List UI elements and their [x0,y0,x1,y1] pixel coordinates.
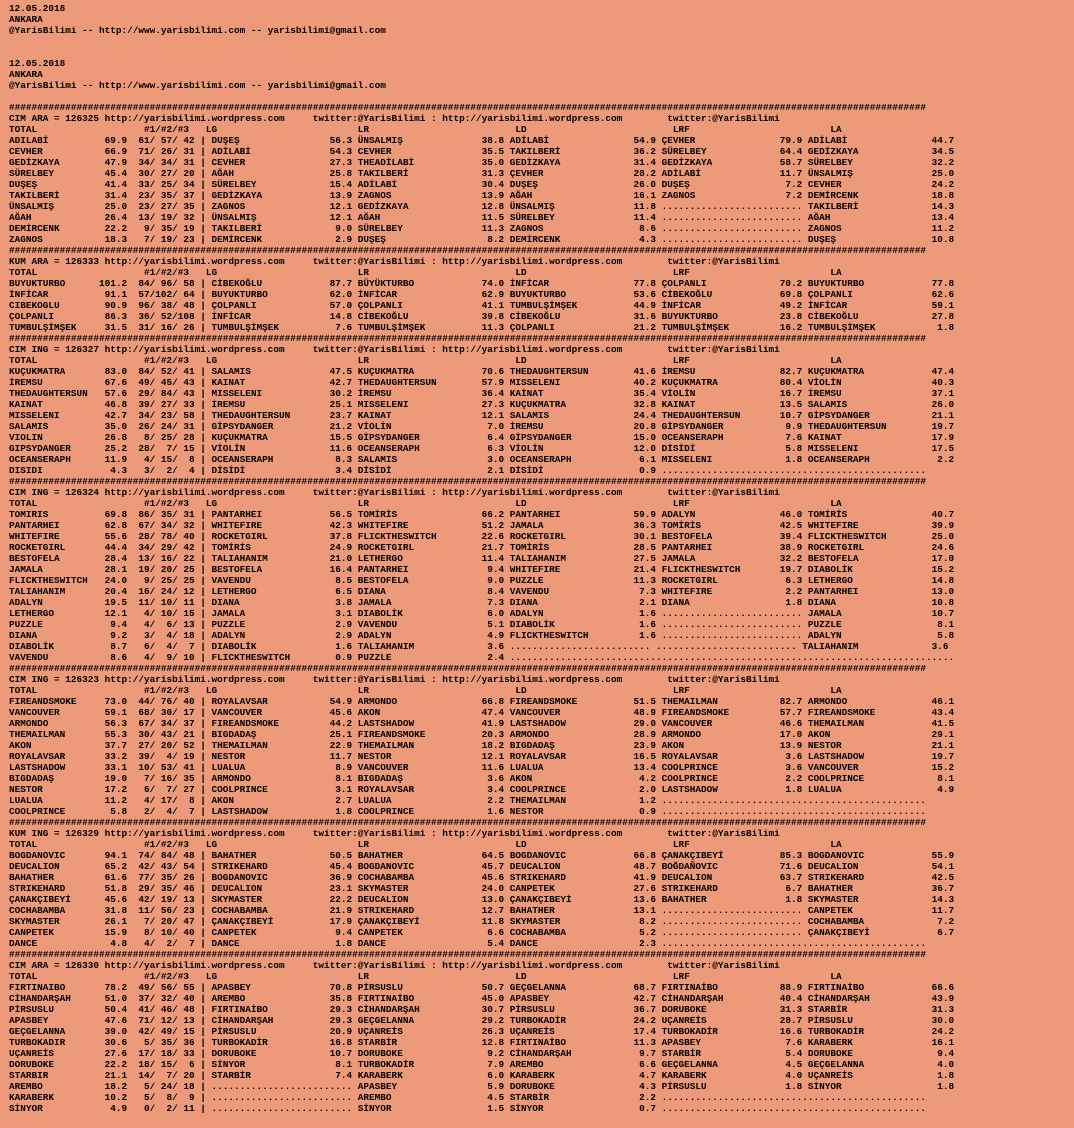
report-line: VANCOUVER 59.1 68/ 30/ 17 | VANCOUVER 45.6 AKON 47.4 VANCOUVER 48.9 FIREANDSMOKE 57.7 FIREANDSMOKE 43.4 [9,707,955,718]
report-line: CIM ING = 126327 http://yarisbilimi.wordpress.com twitter:@YarisBilimi : http://yarisbilimi.wordpress.com twitter:@YarisBilimi [9,344,780,355]
report-line: CIM ARA = 126330 http://yarisbilimi.wordpress.com twitter:@YarisBilimi : http://yarisbilimi.wordpress.com twitter:@YarisBilimi [9,960,780,971]
report-line: @YarisBilimi -- http://www.yarisbilimi.com -- yarisbilimi@gmail.com [9,80,386,91]
report-line: VAVENDU 8.6 4/ 9/ 10 | FLICKTHESWITCH 0.9 PUZZLE 2.4 ............................................................................... [9,652,955,663]
report-line: TOTAL #1/#2/#3 LG LR LD LRF LA [9,355,842,366]
report-line: CIBEKOGLU 90.9 96/ 38/ 48 | ÇOLPANLI 57.0 ÇOLPANLI 41.1 TUMBULŞİMŞEK 44.9 İNFİCAR 49.2 İNFİCAR 59.1 [9,300,955,311]
report-line: VIOLIN 26.8 8/ 25/ 28 | KUÇUKMATRA 15.5 GİPSYDANGER 6.4 GİPSYDANGER 15.0 OCEANSERAPH 7.6 KAINAT 17.9 [9,432,955,443]
report-line: ÇOLPANLI 86.3 36/ 52/108 | İNFİCAR 14.8 CİBEKOĞLU 39.8 CİBEKOĞLU 31.6 BUYUKTURBO 23.8 CİBEKOĞLU 27.8 [9,311,955,322]
report-line: UÇANREİS 27.6 17/ 18/ 33 | DORUBOKE 10.7 DORUBOKE 9.2 CİHANDARŞAH 9.7 STARBİR 5.4 DORUBOKE 9.4 [9,1048,955,1059]
report-line: DISIDI 4.3 3/ 2/ 4 | DİSİDİ 3.4 DİSİDİ 2.1 DİSİDİ 0.9 ............................................... [9,465,927,476]
report-line: İNFİCAR 91.1 57/102/ 64 | BUYUKTURBO 62.0 İNFİCAR 62.9 BUYUKTURBO 53.6 CİBEKOĞLU 69.8 ÇOLPANLI 62.6 [9,289,955,300]
report-line: SİNYOR 4.9 0/ 2/ 11 | ......................... SİNYOR 1.5 SİNYOR 0.7 ............................................... [9,1103,927,1114]
blank-line [9,36,954,47]
report-line: WHITEFIRE 55.6 28/ 78/ 40 | ROCKETGIRL 37.8 FLICKTHESWITCH 22.6 ROCKETGIRL 30.1 BESTOFELA 39.4 FLICKTHESWITCH 25.0 [9,531,955,542]
report-line: LASTSHADOW 33.1 10/ 53/ 41 | LUALUA 8.9 VANCOUVER 11.6 LUALUA 13.4 COOLPRINCE 3.6 VANCOUVER 15.2 [9,762,955,773]
report-line: KUM ARA = 126333 http://yarisbilimi.wordpress.com twitter:@YarisBilimi : http://yarisbilimi.wordpress.com twitter:@YarisBilimi [9,256,780,267]
report-line: LETHERGO 12.1 4/ 10/ 15 | JAMALA 3.1 DIABOLİK 6.0 ADALYN 1.6 ......................... JAMALA 10.7 [9,608,955,619]
section-separator: ################################################################################################################################################################### [9,102,927,113]
report-line: TAKILBERİ 31.4 23/ 35/ 37 | GEDİZKAYA 13.9 ZAGNOS 13.9 AĞAH 16.1 ZAGNOS 7.2 DEMİRCENK 18.8 [9,190,955,201]
report-line: BOGDANOVIC 94.1 74/ 84/ 48 | BAHATHER 50.5 BAHATHER 64.5 BOGDANOVIC 66.8 ÇANAKÇIBEYİ 85.3 BOGDANOVIC 55.9 [9,850,955,861]
report-line: OCEANSERAPH 11.9 4/ 15/ 8 | OCEANSERAPH 8.3 SALAMIS 3.0 OCEANSERAPH 6.1 MISSELENI 1.8 OCEANSERAPH 2.2 [9,454,955,465]
report-line: KAINAT 46.8 39/ 27/ 33 | İREMSU 25.1 MISSELENI 27.3 KUÇUKMATRA 32.8 KAINAT 13.5 SALAMIS 26.0 [9,399,955,410]
report-line: ADILABİ 69.9 61/ 57/ 42 | DUŞEŞ 56.3 ÜNSALMIŞ 38.8 ADİLABİ 54.9 ÇEVHER 79.9 ADİLABİ 44.7 [9,135,955,146]
report-line: DANCE 4.8 4/ 2/ 7 | DANCE 1.8 DANCE 5.4 DANCE 2.3 ............................................... [9,938,927,949]
report-line: FIREANDSMOKE 73.0 44/ 76/ 40 | ROYALAVSAR 54.9 ARMONDO 66.8 FIREANDSMOKE 51.5 THEMAILMAN 82.7 ARMONDO 46.1 [9,696,955,707]
report-line: ROYALAVSAR 33.2 39/ 4/ 19 | NESTOR 11.7 NESTOR 12.1 ROYALAVSAR 16.5 ROYALAVSAR 3.6 LASTSHADOW 19.7 [9,751,955,762]
report-line: FLICKTHESWITCH 24.0 9/ 25/ 25 | VAVENDU 8.5 BESTOFELA 9.0 PUZZLE 11.3 ROCKETGIRL 6.3 LETHERGO 14.8 [9,575,955,586]
report-line: BIGDADAŞ 19.0 7/ 16/ 35 | ARMONDO 8.1 BIGDADAŞ 3.6 AKON 4.2 COOLPRINCE 2.2 COOLPRINCE 8.1 [9,773,955,784]
report-line: NESTOR 17.2 6/ 7/ 27 | COOLPRINCE 3.1 ROYALAVSAR 3.4 COOLPRINCE 2.0 LASTSHADOW 1.8 LUALUA 4.9 [9,784,955,795]
report-line: TOMIRIS 69.8 86/ 35/ 31 | PANTARHEI 56.5 TOMİRİS 66.2 PANTARHEI 59.9 ADALYN 46.0 TOMİRİS 40.7 [9,509,955,520]
report-line: BAHATHER 61.6 77/ 35/ 26 | BOGDANOVIC 36.9 COCHABAMBA 45.6 STRIKEHARD 41.9 DEUCALION 63.7 STRIKEHARD 42.5 [9,872,955,883]
section-separator: ################################################################################################################################################################### [9,663,927,674]
report-line: COCHABAMBA 31.8 11/ 56/ 23 | COCHABAMBA 21.9 STRIKEHARD 12.7 BAHATHER 13.1 ......................... CANPETEK 11.7 [9,905,955,916]
report-line: CIM ING = 126323 http://yarisbilimi.wordpress.com twitter:@YarisBilimi : http://yarisbilimi.wordpress.com twitter:@YarisBilimi [9,674,780,685]
report-line: ÇANAKÇIBEYİ 45.6 42/ 19/ 13 | SKYMASTER 22.2 DEUCALION 13.0 ÇANAKÇIBEYİ 13.6 BAHATHER 1.8 SKYMASTER 14.3 [9,894,955,905]
report-line: COOLPRINCE 5.8 2/ 4/ 7 | LASTSHADOW 1.8 COOLPRINCE 1.6 NESTOR 0.9 ............................................... [9,806,927,817]
report-line: DIABOLİK 8.7 6/ 4/ 7 | DIABOLİK 1.6 TALIAHANIM 3.6 ......................... ......................... TALIAHANIM 3.6 [9,641,949,652]
report-line: CİHANDARŞAH 51.0 37/ 32/ 40 | AREMBO 35.8 FIRTINAİBO 45.0 APASBEY 42.7 CİHANDARŞAH 40.4 CİHANDARŞAH 43.9 [9,993,955,1004]
report-line: GIPSYDANGER 25.2 28/ 7/ 15 | VİOLİN 11.6 OCEANSERAPH 6.3 VİOLİN 12.0 DİSİDİ 5.8 MISSELENI 17.5 [9,443,955,454]
report-line: DORUBOKE 22.2 18/ 15/ 6 | SİNYOR 8.1 TURBOKADİR 7.9 AREMBO 6.6 GEÇGELANNA 4.5 GEÇGELANNA 4.0 [9,1059,955,1070]
race-report-document [9,3,954,1114]
report-line: SÜRELBEY 45.4 30/ 27/ 20 | AĞAH 25.8 TAKILBERİ 31.3 ÇEVHER 28.2 ADİLABİ 11.7 ÜNSALMIŞ 25.0 [9,168,955,179]
report-line: CEVHER 66.9 71/ 26/ 31 | ADİLABİ 54.3 CEVHER 35.5 TAKILBERİ 36.2 SÜRELBEY 64.4 GEDİZKAYA 34.5 [9,146,955,157]
report-line: ANKARA [9,14,43,25]
report-line: JAMALA 28.1 19/ 20/ 25 | BESTOFELA 16.4 PANTARHEI 9.4 WHITEFIRE 21.4 FLICKTHESWITCH 19.7 DIABOLİK 15.2 [9,564,955,575]
report-line: GEÇGELANNA 39.0 42/ 49/ 15 | PİRSUSLU 20.9 UÇANREİS 26.3 UÇANREİS 17.4 TURBOKADİR 16.6 TURBOKADİR 24.2 [9,1026,955,1037]
report-line: ADALYN 19.5 11/ 10/ 11 | DIANA 3.8 JAMALA 7.3 DIANA 2.1 DIANA 1.8 DIANA 10.8 [9,597,955,608]
report-line: CIM ARA = 126325 http://yarisbilimi.wordpress.com twitter:@YarisBilimi : http://yarisbilimi.wordpress.com twitter:@YarisBilimi [9,113,780,124]
report-line: STRIKEHARD 51.8 29/ 35/ 46 | DEUCALION 23.1 SKYMASTER 24.0 CANPETEK 27.6 STRIKEHARD 6.7 BAHATHER 36.7 [9,883,955,894]
section-separator: ################################################################################################################################################################### [9,817,927,828]
report-line: TOTAL #1/#2/#3 LG LR LD LRF LA [9,267,842,278]
report-line: SALAMIS 35.0 26/ 24/ 31 | GİPSYDANGER 21.2 VİOLİN 7.0 İREMSU 20.8 GİPSYDANGER 9.9 THEDAUGHTERSUN 19.7 [9,421,955,432]
report-line: @YarisBilimi -- http://www.yarisbilimi.com -- yarisbilimi@gmail.com [9,25,386,36]
report-line: THEMAILMAN 55.3 30/ 43/ 21 | BIGDADAŞ 25.1 FIREANDSMOKE 20.3 ARMONDO 28.9 ARMONDO 17.0 AKON 29.1 [9,729,955,740]
report-line: TOTAL #1/#2/#3 LG LR LD LRF LA [9,839,842,850]
report-line: TOTAL #1/#2/#3 LG LR LD LRF LA [9,124,842,135]
report-line: DUŞEŞ 41.4 33/ 25/ 34 | SÜRELBEY 15.4 ADİLABİ 30.4 DUŞEŞ 26.0 DUŞEŞ 7.2 CEVHER 24.2 [9,179,955,190]
report-line: AREMBO 18.2 5/ 24/ 18 | ......................... APASBEY 5.9 DORUBOKE 4.3 PİRSUSLU 1.8 SİNYOR 1.8 [9,1081,955,1092]
report-line: 12.05.2018 [9,3,66,14]
report-line: İREMSU 67.6 49/ 45/ 43 | KAINAT 42.7 THEDAUGHTERSUN 57.9 MISSELENI 40.2 KUÇUKMATRA 80.4 VİOLİN 40.3 [9,377,955,388]
report-line: TOTAL #1/#2/#3 LG LR LD LRF LA [9,498,842,509]
report-line: TUMBULŞİMŞEK 31.5 31/ 16/ 26 | TUMBULŞİMŞEK 7.6 TUMBULŞİMŞEK 11.3 ÇOLPANLI 21.2 TUMBULŞİMŞEK 16.2 TUMBULŞİMŞEK 1.8 [9,322,955,333]
report-line: AĞAH 26.4 13/ 19/ 32 | ÜNSALMIŞ 12.1 AĞAH 11.5 SÜRELBEY 11.4 ......................... AĞAH 13.4 [9,212,955,223]
report-line: TURBOKADIR 30.6 5/ 35/ 36 | TURBOKADİR 16.8 STARBİR 12.8 FIRTINAİBO 11.3 APASBEY 7.6 KARABERK 16.1 [9,1037,955,1048]
report-line: GEDİZKAYA 47.9 34/ 34/ 31 | CEVHER 27.3 THEADİLABİ 35.0 GEDİZKAYA 31.4 GEDİZKAYA 58.7 SÜRELBEY 32.2 [9,157,955,168]
blank-line [9,47,954,58]
section-separator: ################################################################################################################################################################### [9,333,927,344]
report-line: MISSELENI 42.7 34/ 23/ 58 | THEDAUGHTERSUN 23.7 KAINAT 12.1 SALAMIS 24.4 THEDAUGHTERSUN 10.7 GİPSYDANGER 21.1 [9,410,955,421]
report-line: LUALUA 11.2 4/ 17/ 8 | AKON 2.7 LUALUA 2.2 THEMAILMAN 1.2 ............................................... [9,795,927,806]
report-line: TOTAL #1/#2/#3 LG LR LD LRF LA [9,685,842,696]
report-line: KUM ING = 126329 http://yarisbilimi.wordpress.com twitter:@YarisBilimi : http://yarisbilimi.wordpress.com twitter:@YarisBilimi [9,828,780,839]
report-line: ROCKETGIRL 44.4 34/ 29/ 42 | TOMİRİS 24.9 ROCKETGIRL 21.7 TOMİRİS 28.5 PANTARHEI 38.9 ROCKETGIRL 24.6 [9,542,955,553]
report-line: 12.05.2018 [9,58,66,69]
report-line: KARABERK 10.2 5/ 8/ 9 | ......................... AREMBO 4.5 STARBİR 2.2 ............................................... [9,1092,927,1103]
report-line: THEDAUGHTERSUN 57.6 29/ 84/ 43 | MISSELENI 30.2 İREMSU 36.4 KAİNAT 35.4 VİOLİN 16.7 İREMSU 37.1 [9,388,955,399]
report-line: SKYMASTER 26.1 7/ 20/ 47 | ÇANAKÇIBEYİ 17.9 ÇANAKÇIBEYİ 11.8 SKYMASTER 8.2 ......................... COCHABAMBA 7.2 [9,916,955,927]
report-line: FIRTINAIBO 78.2 49/ 56/ 55 | APASBEY 70.8 PİRSUSLU 50.7 GEÇGELANNA 68.7 FIRTINAİBO 88.9 FIRTINAİBO 66.6 [9,982,955,993]
report-line: ZAGNOS 18.3 7/ 19/ 23 | DEMİRCENK 2.9 DUŞEŞ 8.2 DEMİRCENK 4.3 ......................... DUŞEŞ 10.8 [9,234,955,245]
report-line: CANPETEK 15.9 8/ 10/ 40 | CANPETEK 9.4 CANPETEK 6.6 COCHABAMBA 5.2 ......................... ÇANAKÇIBEYİ 6.7 [9,927,955,938]
section-separator: ################################################################################################################################################################### [9,476,927,487]
report-line: BESTOFELA 28.4 13/ 16/ 22 | TALIAHANIM 21.0 LETHERGO 11.4 TALIAHANIM 27.5 JAMALA 32.2 BESTOFELA 17.0 [9,553,955,564]
report-line: BUYUKTURBO 101.2 84/ 96/ 58 | CİBEKOĞLU 87.7 BÜYÜKTURBO 74.0 İNFİCAR 77.8 ÇOLPANLI 70.2 BUYUKTURBO 77.8 [9,278,955,289]
report-line: ARMONDO 56.3 67/ 34/ 37 | FIREANDSMOKE 44.2 LASTSHADOW 41.9 LASTSHADOW 29.0 VANCOUVER 46.6 THEMAILMAN 41.5 [9,718,955,729]
blank-line [9,91,954,102]
report-line: ANKARA [9,69,43,80]
report-line: CIM ING = 126324 http://yarisbilimi.wordpress.com twitter:@YarisBilimi : http://yarisbilimi.wordpress.com twitter:@YarisBilimi [9,487,780,498]
section-separator: ################################################################################################################################################################### [9,949,927,960]
report-line: PANTARHEI 62.8 67/ 34/ 32 | WHITEFIRE 42.3 WHITEFIRE 51.2 JAMALA 36.3 TOMİRİS 42.5 WHITEFIRE 39.9 [9,520,955,531]
report-line: PİRSUSLU 50.4 41/ 46/ 48 | FIRTINAİBO 29.3 CİHANDARŞAH 30.7 PİRSUSLU 36.7 DORUBOKE 31.3 STARBİR 31.3 [9,1004,955,1015]
report-line: AKON 37.7 27/ 20/ 52 | THEMAILMAN 22.9 THEMAILMAN 18.2 BIGDADAŞ 23.9 AKON 13.9 NESTOR 21.1 [9,740,955,751]
report-line: ÜNSALMIŞ 25.0 23/ 27/ 35 | ZAGNOS 12.1 GEDİZKAYA 12.8 ÜNSALMIŞ 11.8 ......................... TAKILBERİ 14.3 [9,201,955,212]
report-line: TOTAL #1/#2/#3 LG LR LD LRF LA [9,971,842,982]
report-line: DIANA 9.2 3/ 4/ 18 | ADALYN 2.9 ADALYN 4.9 FLICKTHESWITCH 1.6 ......................... ADALYN 5.8 [9,630,955,641]
report-line: DEUCALION 65.2 42/ 43/ 54 | STRIKEHARD 45.4 BOGDANOVIC 45.7 DEUCALION 48.7 BOĞDAÑOVIC 71.6 DEUCALION 54.1 [9,861,955,872]
report-line: STARBIR 21.1 14/ 7/ 20 | STARBİR 7.4 KARABERK 6.0 KARABERK 4.7 KARABERK 4.0 UÇANREİS 1.8 [9,1070,955,1081]
section-separator: ################################################################################################################################################################### [9,245,927,256]
report-line: KUÇUKMATRA 83.0 84/ 52/ 41 | SALAMIS 47.5 KUÇUKMATRA 70.6 THEDAUGHTERSUN 41.6 İREMSU 82.7 KUÇUKMATRA 47.4 [9,366,955,377]
report-line: PUZZLE 9.4 4/ 6/ 13 | PUZZLE 2.9 VAVENDU 5.1 DIABOLİK 1.6 ......................... PUZZLE 8.1 [9,619,955,630]
report-line: TALIAHANIM 20.4 16/ 24/ 12 | LETHERGO 6.5 DIANA 8.4 VAVENDU 7.3 WHITEFIRE 2.2 PANTARHEI 13.0 [9,586,955,597]
report-line: APASBEY 47.6 71/ 12/ 13 | CİHANDARŞAH 29.3 GEÇGELANNA 29.2 TURBOKADİR 24.2 UÇANREİS 28.7 PİRSUSLU 30.0 [9,1015,955,1026]
report-line: DEMİRCENK 22.2 9/ 35/ 19 | TAKILBERİ 9.0 SÜRELBEY 11.3 ZAGNOS 8.6 ......................... ZAGNOS 11.2 [9,223,955,234]
